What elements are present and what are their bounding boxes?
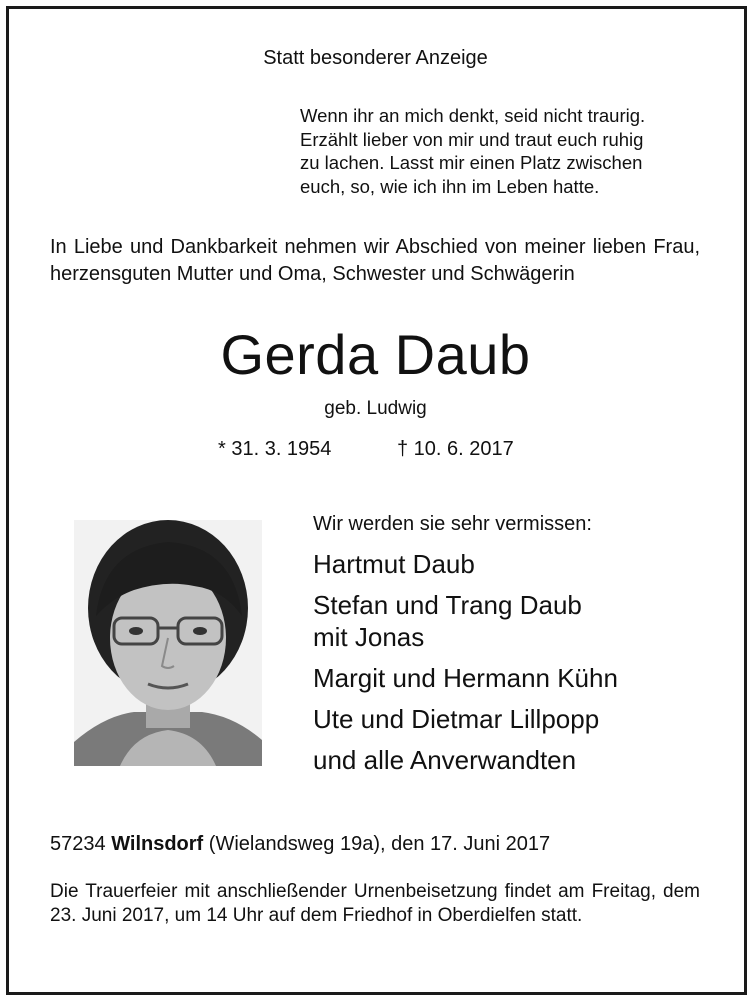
poem-line: euch, so, wie ich ihn im Leben hatte. bbox=[300, 175, 600, 197]
postal-code: 57234 bbox=[50, 833, 106, 855]
mourners-list bbox=[313, 548, 618, 785]
mourner-entry bbox=[313, 703, 618, 735]
ad-header: Statt besonderer Anzeige bbox=[263, 47, 488, 69]
mourners-heading: Wir werden sie sehr vermissen: bbox=[313, 513, 592, 535]
poem bbox=[300, 104, 720, 198]
birth-date: * 31. 3. 1954 bbox=[218, 438, 332, 460]
poem-line: Erzählt lieber von mir und traut euch ruhig bbox=[300, 128, 644, 150]
birth-name: geb. Ludwig bbox=[324, 398, 427, 419]
poem-line: zu lachen. Lasst mir einen Platz zwischen bbox=[300, 152, 643, 173]
deceased-name: Gerda Daub bbox=[220, 323, 531, 386]
town-name: Wilnsdorf bbox=[111, 833, 204, 855]
address-and-date: (Wielandsweg 19a), den 17. Juni 2017 bbox=[208, 833, 551, 855]
mourner-name: Stefan und Trang Daub bbox=[313, 590, 582, 620]
poem-line: Wenn ihr an mich denkt, seid nicht traurig. bbox=[300, 105, 646, 126]
mourner-name-continuation: mit Jonas bbox=[313, 622, 425, 652]
place-date-line bbox=[50, 833, 550, 856]
mourner-name: und alle Anverwandten bbox=[313, 745, 577, 775]
mourner-entry bbox=[313, 548, 618, 580]
portrait-photo bbox=[74, 520, 262, 766]
mourner-entry bbox=[313, 589, 618, 653]
mourner-name: Margit und Hermann Kühn bbox=[313, 663, 618, 693]
intro-text: In Liebe und Dankbarkeit nehmen wir Abschied von meiner lieben Frau, herzensguten Mutter und Oma, Schwester und Schwägerin bbox=[50, 236, 700, 285]
mourner-entry bbox=[313, 744, 618, 776]
mourner-entry bbox=[313, 662, 618, 694]
portrait-illustration bbox=[74, 520, 262, 766]
mourner-name: Hartmut Daub bbox=[313, 549, 475, 579]
mourner-name: Ute und Dietmar Lillpopp bbox=[313, 704, 600, 734]
funeral-service-info: Die Trauerfeier mit anschließender Urnenbeisetzung findet am Freitag, dem 23. Juni 2017, um 14 Uhr auf dem Friedhof in Oberdielfen statt. bbox=[50, 881, 700, 926]
death-date: † 10. 6. 2017 bbox=[397, 438, 514, 460]
